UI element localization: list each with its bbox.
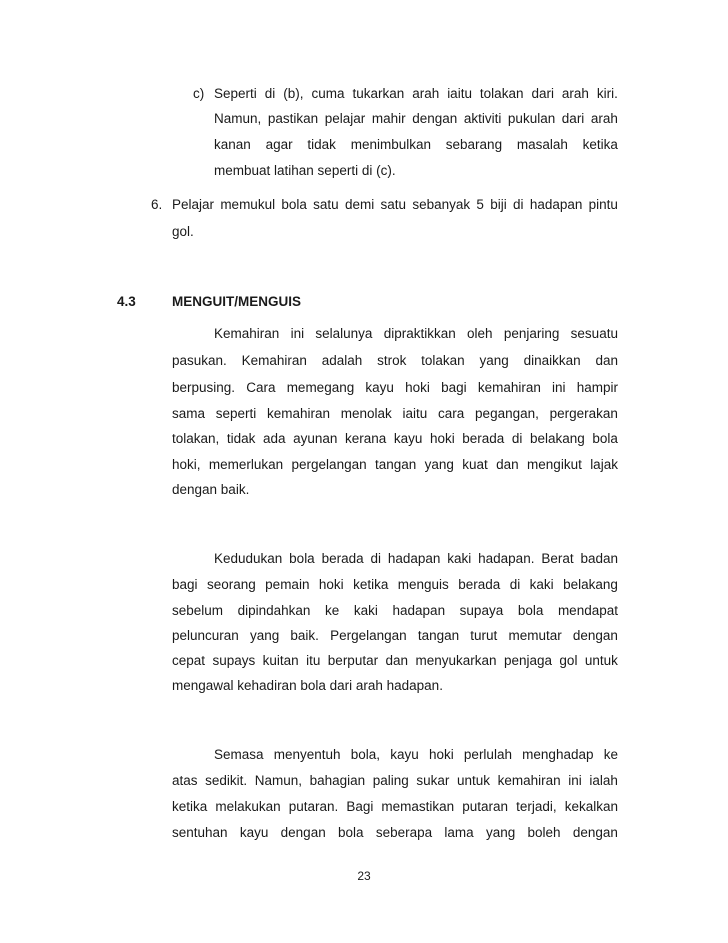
word: di: [511, 431, 523, 446]
para3-line-1: [214, 746, 618, 764]
word: kemahiran: [497, 773, 561, 788]
word: berpusing.: [172, 380, 236, 395]
word: oleh: [467, 326, 493, 341]
word: strok: [377, 353, 407, 368]
word: (b),: [283, 86, 304, 101]
word: bagi: [441, 380, 467, 395]
word: dengan: [572, 628, 618, 643]
item-c-line-3: [214, 136, 618, 154]
word: dengan: [412, 111, 458, 126]
word: dengan: [572, 825, 618, 840]
word: bola: [338, 825, 364, 840]
word: kayu: [390, 747, 419, 762]
word: lama: [444, 825, 474, 840]
word: di: [370, 551, 381, 566]
word: sebelum: [172, 603, 224, 618]
word: lajak: [590, 457, 618, 472]
word: yang: [424, 457, 454, 472]
word: sebanyak: [412, 197, 471, 212]
para3-line-4: [172, 824, 618, 842]
word: di: [513, 197, 524, 212]
word: menguis: [397, 577, 449, 592]
word: yang: [479, 353, 509, 368]
word: Cara: [246, 380, 276, 395]
para2-line-2: [172, 576, 618, 594]
word: arah: [590, 111, 618, 126]
word: bola: [592, 431, 618, 446]
word: sentuhan: [172, 825, 228, 840]
word: bola: [289, 551, 315, 566]
word: belakang: [563, 577, 618, 592]
word: cara: [438, 406, 465, 421]
word: dari: [531, 86, 554, 101]
word: hoki: [318, 577, 344, 592]
word: bahagian: [309, 773, 366, 788]
para1-line-1: [214, 325, 618, 343]
word: Kemahiran: [214, 326, 280, 341]
word: yang: [249, 628, 280, 643]
para1-line-6: [172, 456, 618, 474]
word: bagi: [172, 577, 198, 592]
list-marker-6: 6.: [151, 197, 163, 212]
word: penjaga: [503, 653, 552, 668]
word: tangan: [417, 628, 460, 643]
word: baik.: [290, 628, 319, 643]
word: seorang: [206, 577, 256, 592]
para3-line-3: [172, 798, 618, 816]
word: Kemahiran: [241, 353, 307, 368]
word: pastikan: [267, 111, 319, 126]
word: menolak: [340, 406, 392, 421]
word: 5: [476, 197, 484, 212]
word: iaitu: [447, 86, 472, 101]
word: supaya: [459, 603, 504, 618]
para1-line-5: [172, 430, 618, 448]
word: adalah: [321, 353, 363, 368]
para2-line-5: [172, 652, 618, 670]
word: satu: [313, 197, 339, 212]
word: sama: [172, 406, 206, 421]
word: agar: [265, 137, 293, 152]
para3-line-2: [172, 772, 618, 790]
word: sebarang: [445, 137, 503, 152]
word: hoki,: [172, 457, 201, 472]
word: memutar: [508, 628, 562, 643]
word: dan: [385, 653, 409, 668]
word: dan: [595, 353, 618, 368]
word: kaki: [529, 577, 554, 592]
word: hoki: [428, 747, 454, 762]
word: ini: [568, 773, 582, 788]
word: dipraktikkan: [383, 326, 456, 341]
word: memukul: [220, 197, 276, 212]
word: tangan: [374, 457, 417, 472]
word: selalunya: [315, 326, 373, 341]
word: menghadap: [522, 747, 594, 762]
word: kaki: [447, 551, 472, 566]
item-c-line-1: [214, 85, 618, 103]
word: tukarkan: [352, 86, 405, 101]
para1-line-3: [172, 379, 618, 397]
word: mahir: [371, 111, 406, 126]
word: paling: [372, 773, 409, 788]
word: penjaring: [503, 326, 560, 341]
word: menyukarkan: [415, 653, 497, 668]
word: hoki: [405, 380, 430, 395]
word: kuat: [462, 457, 488, 472]
word: Semasa: [214, 747, 264, 762]
word: itu: [306, 653, 321, 668]
word: masalah: [516, 137, 568, 152]
word: biji: [490, 197, 507, 212]
word: kemahiran: [477, 380, 541, 395]
word: tolakan: [421, 353, 465, 368]
word: seberapa: [375, 825, 433, 840]
para2-line-4: [172, 627, 618, 645]
word: peluncuran: [172, 628, 239, 643]
word: pergelangan: [291, 457, 367, 472]
word: demi: [344, 197, 375, 212]
list-marker-c: c): [193, 86, 205, 101]
word: kerana: [344, 431, 387, 446]
word: turut: [470, 628, 498, 643]
word: yang: [485, 825, 516, 840]
word: kiri.: [596, 86, 618, 101]
word: tidak: [226, 431, 256, 446]
word: kuitan: [262, 653, 299, 668]
word: pelajar: [324, 111, 366, 126]
item-c-line-4: membuat latihan seperti di (c).: [214, 163, 396, 178]
word: melakukan: [215, 799, 281, 814]
word: pegangan,: [475, 406, 539, 421]
word: bola,: [350, 747, 381, 762]
word: tidak: [307, 137, 336, 152]
word: menimbulkan: [350, 137, 431, 152]
word: terjadi,: [516, 799, 557, 814]
word: sukar: [416, 773, 450, 788]
word: badan: [580, 551, 618, 566]
word: hadapan: [387, 551, 441, 566]
word: ketika: [582, 137, 618, 152]
word: kayu: [365, 380, 394, 395]
word: ke: [603, 747, 618, 762]
word: ini: [552, 380, 566, 395]
word: boleh: [527, 825, 561, 840]
word: hadapan: [392, 603, 446, 618]
word: supays: [212, 653, 256, 668]
word: berada: [462, 431, 505, 446]
word: satu: [380, 197, 407, 212]
word: kanan: [214, 137, 251, 152]
word: belakang: [530, 431, 585, 446]
word: sesuatu: [570, 326, 618, 341]
word: hoki: [429, 431, 455, 446]
item-6-line-2: gol.: [172, 224, 194, 239]
word: putaran.: [288, 799, 339, 814]
word: kemahiran: [267, 406, 331, 421]
word: ketika: [172, 799, 208, 814]
word: gol: [559, 653, 578, 668]
word: dinaikkan: [523, 353, 581, 368]
word: memerlukan: [208, 457, 284, 472]
word: arah: [412, 86, 440, 101]
word: iaitu: [402, 406, 428, 421]
word: dipindahkan: [237, 603, 311, 618]
word: berada: [321, 551, 364, 566]
word: atas: [172, 773, 198, 788]
word: bola: [517, 603, 544, 618]
word: cuma: [311, 86, 345, 101]
word: kekalkan: [564, 799, 618, 814]
word: dengan: [280, 825, 326, 840]
word: hadapan.: [478, 551, 535, 566]
para2-line-3: [172, 602, 618, 620]
word: aktiviti: [463, 111, 502, 126]
word: tolakan: [479, 86, 524, 101]
word: Seperti: [214, 86, 257, 101]
word: ada: [262, 431, 286, 446]
word: ketika: [353, 577, 389, 592]
word: bola: [281, 197, 307, 212]
word: berada: [458, 577, 501, 592]
word: dari: [561, 111, 585, 126]
word: Pergelangan: [330, 628, 407, 643]
item-6-line-1: [172, 196, 618, 214]
section-title: MENGUIT/MENGUIS: [172, 294, 302, 309]
word: untuk: [584, 653, 618, 668]
para1-line-2: [172, 352, 618, 370]
word: Pelajar: [172, 197, 215, 212]
word: pasukan.: [172, 353, 227, 368]
word: hampir: [576, 380, 618, 395]
word: dan: [496, 457, 519, 472]
word: tolakan,: [172, 431, 220, 446]
para2-line-1: [214, 550, 618, 568]
word: pukulan: [507, 111, 556, 126]
word: cepat: [172, 653, 206, 668]
word: di: [264, 86, 276, 101]
word: pintu: [588, 197, 618, 212]
word: menyentuh: [273, 747, 341, 762]
word: berputar: [327, 653, 379, 668]
word: kaki: [353, 603, 378, 618]
word: ayunan: [293, 431, 338, 446]
para2-line-6: mengawal kehadiran bola dari arah hadapan.: [172, 678, 443, 693]
para1-line-7: dengan baik.: [172, 482, 250, 497]
page-number: 23: [357, 869, 371, 883]
word: pergerakan: [549, 406, 618, 421]
word: untuk: [457, 773, 491, 788]
word: kayu: [239, 825, 269, 840]
word: sedikit.: [205, 773, 248, 788]
word: putaran: [462, 799, 509, 814]
word: Namun,: [214, 111, 262, 126]
word: kayu: [393, 431, 423, 446]
word: perlulah: [463, 747, 512, 762]
word: memegang: [286, 380, 355, 395]
word: mendapat: [557, 603, 618, 618]
word: Bagi: [346, 799, 374, 814]
word: memastikan: [381, 799, 455, 814]
section-number: 4.3: [117, 294, 136, 309]
word: ini: [290, 326, 305, 341]
word: Namun,: [254, 773, 303, 788]
word: pemain: [265, 577, 310, 592]
word: di: [509, 577, 521, 592]
word: Kedudukan: [214, 551, 283, 566]
word: mengikut: [527, 457, 582, 472]
word: ialah: [589, 773, 618, 788]
word: hadapan: [529, 197, 583, 212]
item-c-line-2: [214, 110, 618, 128]
word: seperti: [215, 406, 257, 421]
word: ke: [325, 603, 340, 618]
word: Berat: [541, 551, 574, 566]
word: arah: [561, 86, 589, 101]
para1-line-4: [172, 405, 618, 423]
